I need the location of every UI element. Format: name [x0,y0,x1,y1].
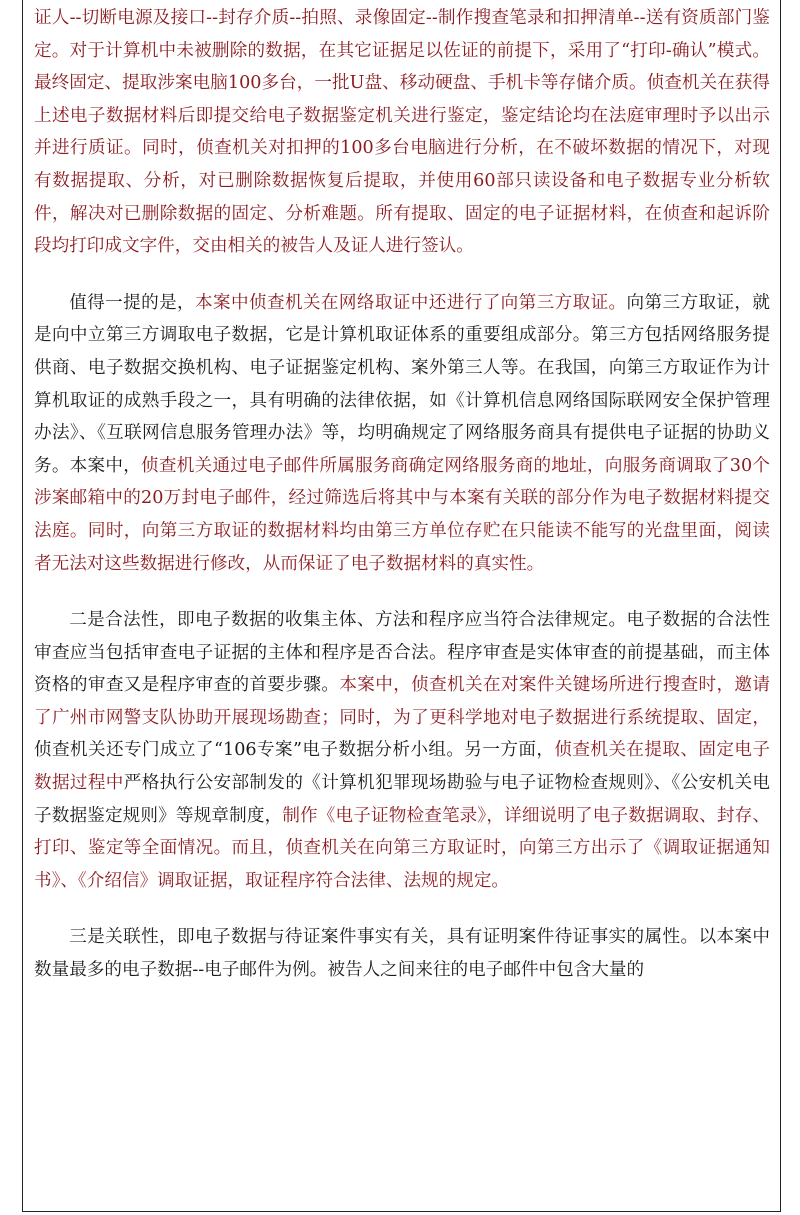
text-segment: 侦查机关还专门成立了“106专案”电子数据分析小组。另一方面， [34,740,555,761]
paragraph-4 [34,921,770,986]
text-segment: 侦查机关通过电子邮件所属服务商确定网络服务商的地址，向服务商调取了30个涉案邮箱中的20万封电子邮件，经过筛选后将其中与本案有关联的部分作为电子数据材料提交法庭。同时，向第三方取证的数据材料均由第三方单位存贮在只能读不能写的光盘里面，阅读者无法对这些数据进行修改，从而保证了电子数据材料的真实性。 [34,455,770,574]
text-segment: 本案中侦查机关在网络取证中还进行了向第三方取证。 [195,292,627,313]
text-segment: 侦查机关在提取、固定电子数据过程中 [34,740,770,794]
text-segment: 三是关联性，即电子数据与待证案件事实有关，具有证明案件待证事实的属性。以本案中数量最多的电子数据--电子邮件为例。被告人之间来往的电子邮件中包含大量的 [34,927,770,981]
paragraph-1 [34,2,770,263]
document-body [34,0,770,987]
text-segment: 本案中，侦查机关在对案件关键场所进行搜查时，邀请了广州市网警支队协助开展现场勘查；同时，为了更科学地对电子数据进行系统提取、固定， [34,675,770,728]
paragraph-3 [34,604,770,897]
text-segment: 证人--切断电源及接口--封存介质--拍照、录像固定--制作搜查笔录和扣押清单--送有资质部门鉴定。对于计算机中未被删除的数据，在其它证据足以佐证的前提下，采用了“打印-确认”模式。最终固定、提取涉案电脑100多台，一批U盘、移动硬盘、手机卡等存储介质。侦查机关在获得上述电子数据材料后即提交给电子数据鉴定机关进行鉴定，鉴定结论均在法庭审理时予以出示并进行质证。 [34,8,770,159]
text-segment: 向第三方取证，就是向中立第三方调取电子数据，它是计算机取证体系的重要组成部分。第三方包括网络服务提供商、电子数据交换机构、电子证据鉴定机构、案外第三人等。在我国，向第三方取证作为计算机取证的成熟手段之一，具有明确的法律依据，如《计算机信息网络国际联网安全保护管理办法》、《互联网信息服务管理办法》等，均明确规定了网络服务商具有提供电子证据的协助义务。本案中， [34,292,770,476]
text-segment: 同时，侦查机关对扣押的100多台电脑进行分析，在不破坏数据的情况下，对现有数据提取、分析，对已删除数据恢复后提取，并使用60部只读设备和电子数据专业分析软件，解决对已删除数据的固定、分析难题。所有提取、固定的电子证据材料，在侦查和起诉阶段均打印成文字件，交由相关的被告人及证人进行签认。 [34,138,770,257]
paragraph-2 [34,287,770,580]
text-segment: 制作《电子证物检查笔录》，详细说明了电子数据调取、封存、打印、鉴定等全面情况。而且，侦查机关在向第三方取证时，向第三方出示了《调取证据通知书》、《介绍信》调取证据，取证程序符合法律、法规的规定。 [34,805,770,891]
text-segment: 严格执行公安部制发的《计算机犯罪现场勘验与电子证物检查规则》、《公安机关电子数据鉴定规则》等规章制度， [34,773,770,826]
text-segment: 二是合法性，即电子数据的收集主体、方法和程序应当符合法律规定。电子数据的合法性审查应当包括审查电子证据的主体和程序是否合法。程序审查是实体审查的前提基础，而主体资格的审查又是程序审查的首要步骤。 [34,610,770,696]
text-segment: 值得一提的是， [69,292,196,313]
